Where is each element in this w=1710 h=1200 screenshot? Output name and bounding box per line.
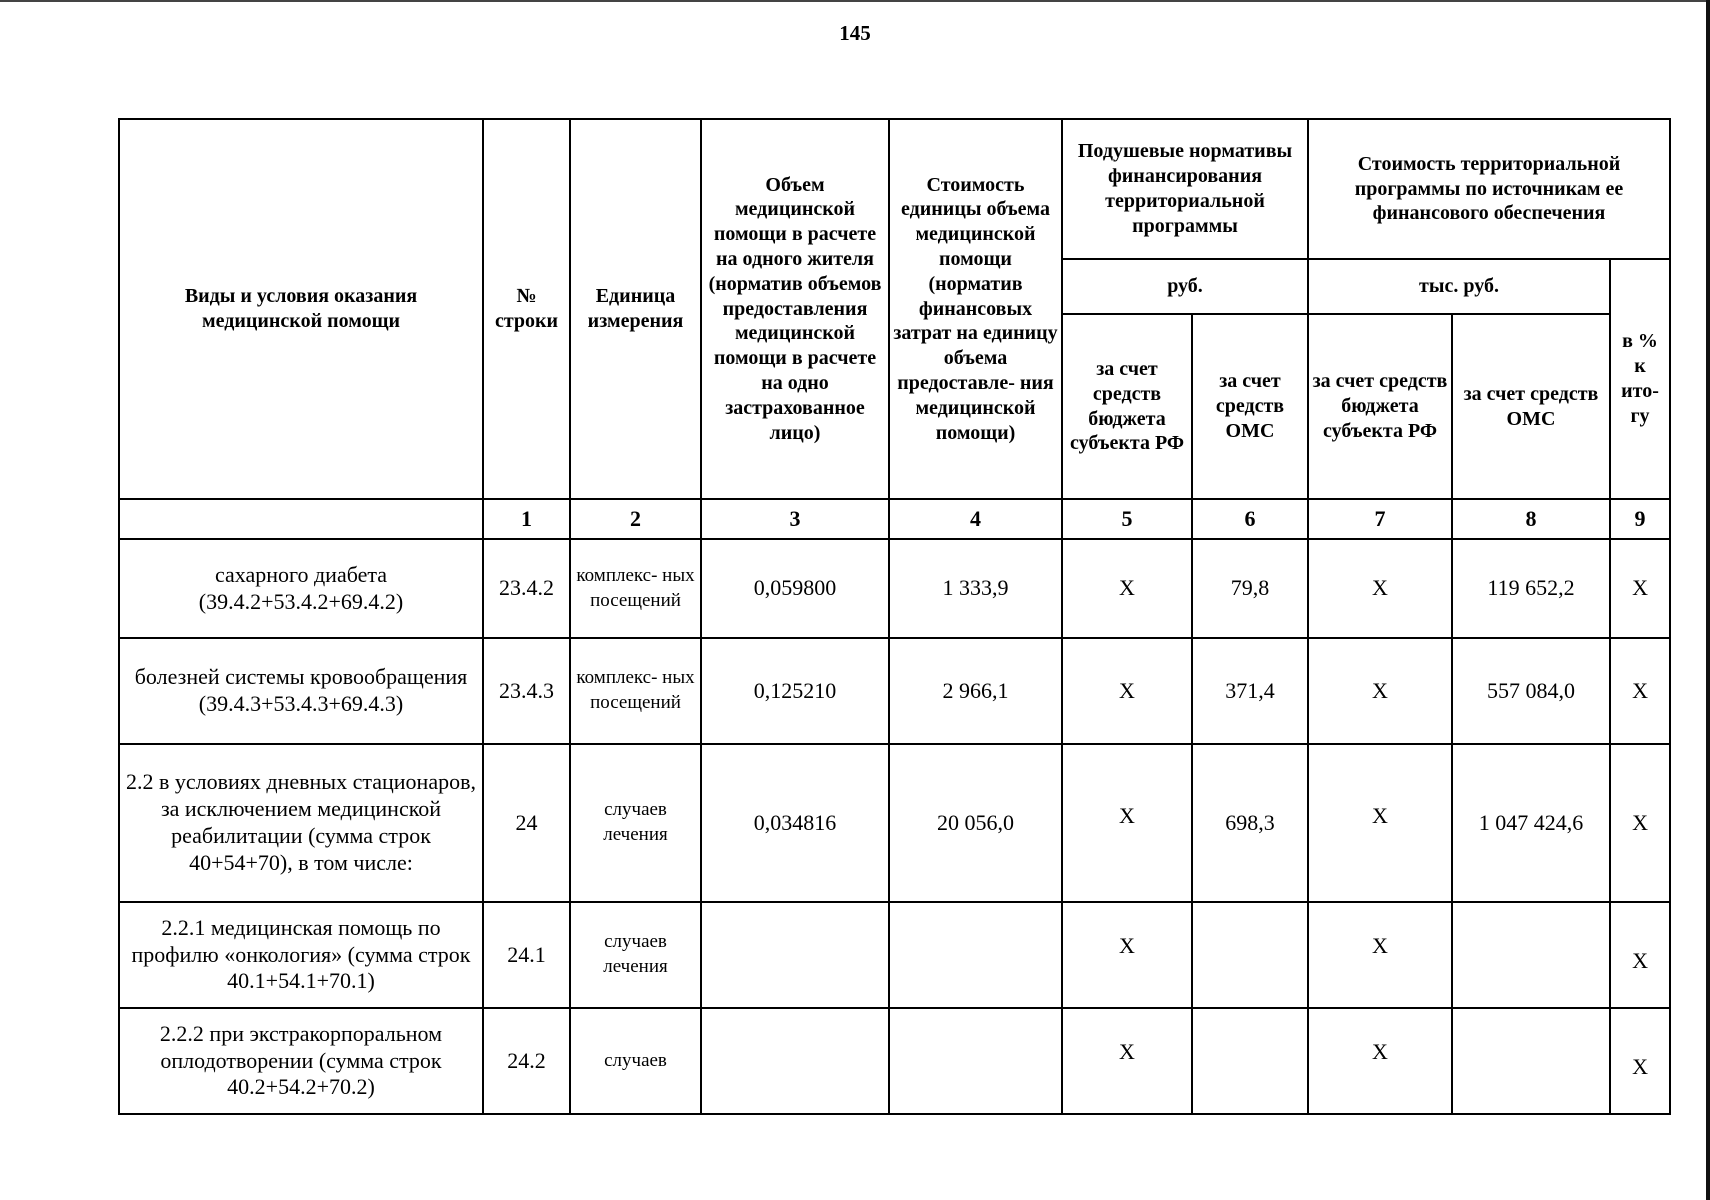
column-number: 2 [570, 499, 701, 539]
row-name: болезней системы кровообращения (39.4.3+53.4.3+69.4.3) [119, 638, 483, 744]
header-type: Виды и условия оказания медицинской помощи [119, 119, 483, 499]
row-percent: Х [1610, 1008, 1670, 1114]
row-budget-thous: Х [1308, 1008, 1452, 1114]
column-number: 4 [889, 499, 1062, 539]
scan-edge-right [1706, 0, 1710, 1200]
row-budget-thous: Х [1308, 638, 1452, 744]
row-cost [889, 902, 1062, 1008]
header-unit-cost: Стоимость единицы объема медицинской помощи (норматив финансовых затрат на единицу объема предоставле- ния медицинской помощи) [889, 119, 1062, 499]
row-oms-thous: 1 047 424,6 [1452, 744, 1610, 902]
header-cost-sources-group: Стоимость территориальной программы по источникам ее финансового обеспечения [1308, 119, 1670, 259]
header-row-1 [119, 119, 1670, 259]
row-oms-thous [1452, 1008, 1610, 1114]
scan-edge-top [0, 0, 1710, 2]
row-line: 23.4.3 [483, 638, 570, 744]
row-budget-rub: Х [1062, 539, 1192, 638]
row-line: 24 [483, 744, 570, 902]
column-number-empty [119, 499, 483, 539]
row-percent: Х [1610, 744, 1670, 902]
row-volume [701, 1008, 889, 1114]
row-percent: Х [1610, 902, 1670, 1008]
row-name: 2.2 в условиях дневных стационаров, за исключением медицинской реабилитации (сумма строк 40+54+70), в том числе: [119, 744, 483, 902]
column-number: 7 [1308, 499, 1452, 539]
row-budget-thous: Х [1308, 744, 1452, 902]
column-number: 1 [483, 499, 570, 539]
row-budget-rub: Х [1062, 638, 1192, 744]
row-volume: 0,059800 [701, 539, 889, 638]
header-oms-rub: за счет средств ОМС [1192, 314, 1308, 499]
row-oms-thous: 119 652,2 [1452, 539, 1610, 638]
row-name: 2.2.1 медицинская помощь по профилю «онкология» (сумма строк 40.1+54.1+70.1) [119, 902, 483, 1008]
table-row [119, 744, 1670, 902]
row-budget-rub: Х [1062, 1008, 1192, 1114]
row-percent: Х [1610, 539, 1670, 638]
row-oms-rub [1192, 902, 1308, 1008]
header-line-number: № строки [483, 119, 570, 499]
row-oms-thous [1452, 902, 1610, 1008]
row-percent: Х [1610, 638, 1670, 744]
row-name: 2.2.2 при экстракорпоральном оплодотворении (сумма строк 40.2+54.2+70.2) [119, 1008, 483, 1114]
column-number: 6 [1192, 499, 1308, 539]
row-unit: случаев лечения [570, 744, 701, 902]
row-unit: комплекс- ных посещений [570, 539, 701, 638]
row-volume: 0,034816 [701, 744, 889, 902]
header-rub: руб. [1062, 259, 1308, 314]
row-budget-rub: Х [1062, 744, 1192, 902]
row-cost: 1 333,9 [889, 539, 1062, 638]
header-oms-thous: за счет средств ОМС [1452, 314, 1610, 499]
row-cost [889, 1008, 1062, 1114]
row-line: 23.4.2 [483, 539, 570, 638]
row-name: сахарного диабета (39.4.2+53.4.2+69.4.2) [119, 539, 483, 638]
row-budget-thous: Х [1308, 902, 1452, 1008]
row-unit: случаев [570, 1008, 701, 1114]
header-percent: в % к ито- гу [1610, 259, 1670, 499]
page-number: 145 [839, 21, 871, 45]
table-row [119, 638, 1670, 744]
column-numbers-row [119, 499, 1670, 539]
row-line: 24.1 [483, 902, 570, 1008]
row-oms-rub: 371,4 [1192, 638, 1308, 744]
header-budget-thous: за счет средств бюджета субъекта РФ [1308, 314, 1452, 499]
row-budget-rub: Х [1062, 902, 1192, 1008]
row-volume: 0,125210 [701, 638, 889, 744]
table-row [119, 539, 1670, 638]
column-number: 5 [1062, 499, 1192, 539]
row-oms-rub: 79,8 [1192, 539, 1308, 638]
row-oms-thous: 557 084,0 [1452, 638, 1610, 744]
row-unit: случаев лечения [570, 902, 701, 1008]
row-cost: 20 056,0 [889, 744, 1062, 902]
header-unit: Единица измерения [570, 119, 701, 499]
header-volume: Объем медицинской помощи в расчете на одного жителя (норматив объемов предоставления медицинской помощи в расчете на одно застрахованное лицо) [701, 119, 889, 499]
header-per-capita-group: Подушевые нормативы финансирования территориальной программы [1062, 119, 1308, 259]
row-oms-rub: 698,3 [1192, 744, 1308, 902]
header-budget-rub: за счет средств бюджета субъекта РФ [1062, 314, 1192, 499]
column-number: 8 [1452, 499, 1610, 539]
header-thous-rub: тыс. руб. [1308, 259, 1610, 314]
financing-table [118, 118, 1671, 1115]
column-number: 9 [1610, 499, 1670, 539]
column-number: 3 [701, 499, 889, 539]
table-row [119, 902, 1670, 1008]
row-unit: комплекс- ных посещений [570, 638, 701, 744]
row-volume [701, 902, 889, 1008]
row-cost: 2 966,1 [889, 638, 1062, 744]
row-budget-thous: Х [1308, 539, 1452, 638]
row-line: 24.2 [483, 1008, 570, 1114]
row-oms-rub [1192, 1008, 1308, 1114]
table-row [119, 1008, 1670, 1114]
